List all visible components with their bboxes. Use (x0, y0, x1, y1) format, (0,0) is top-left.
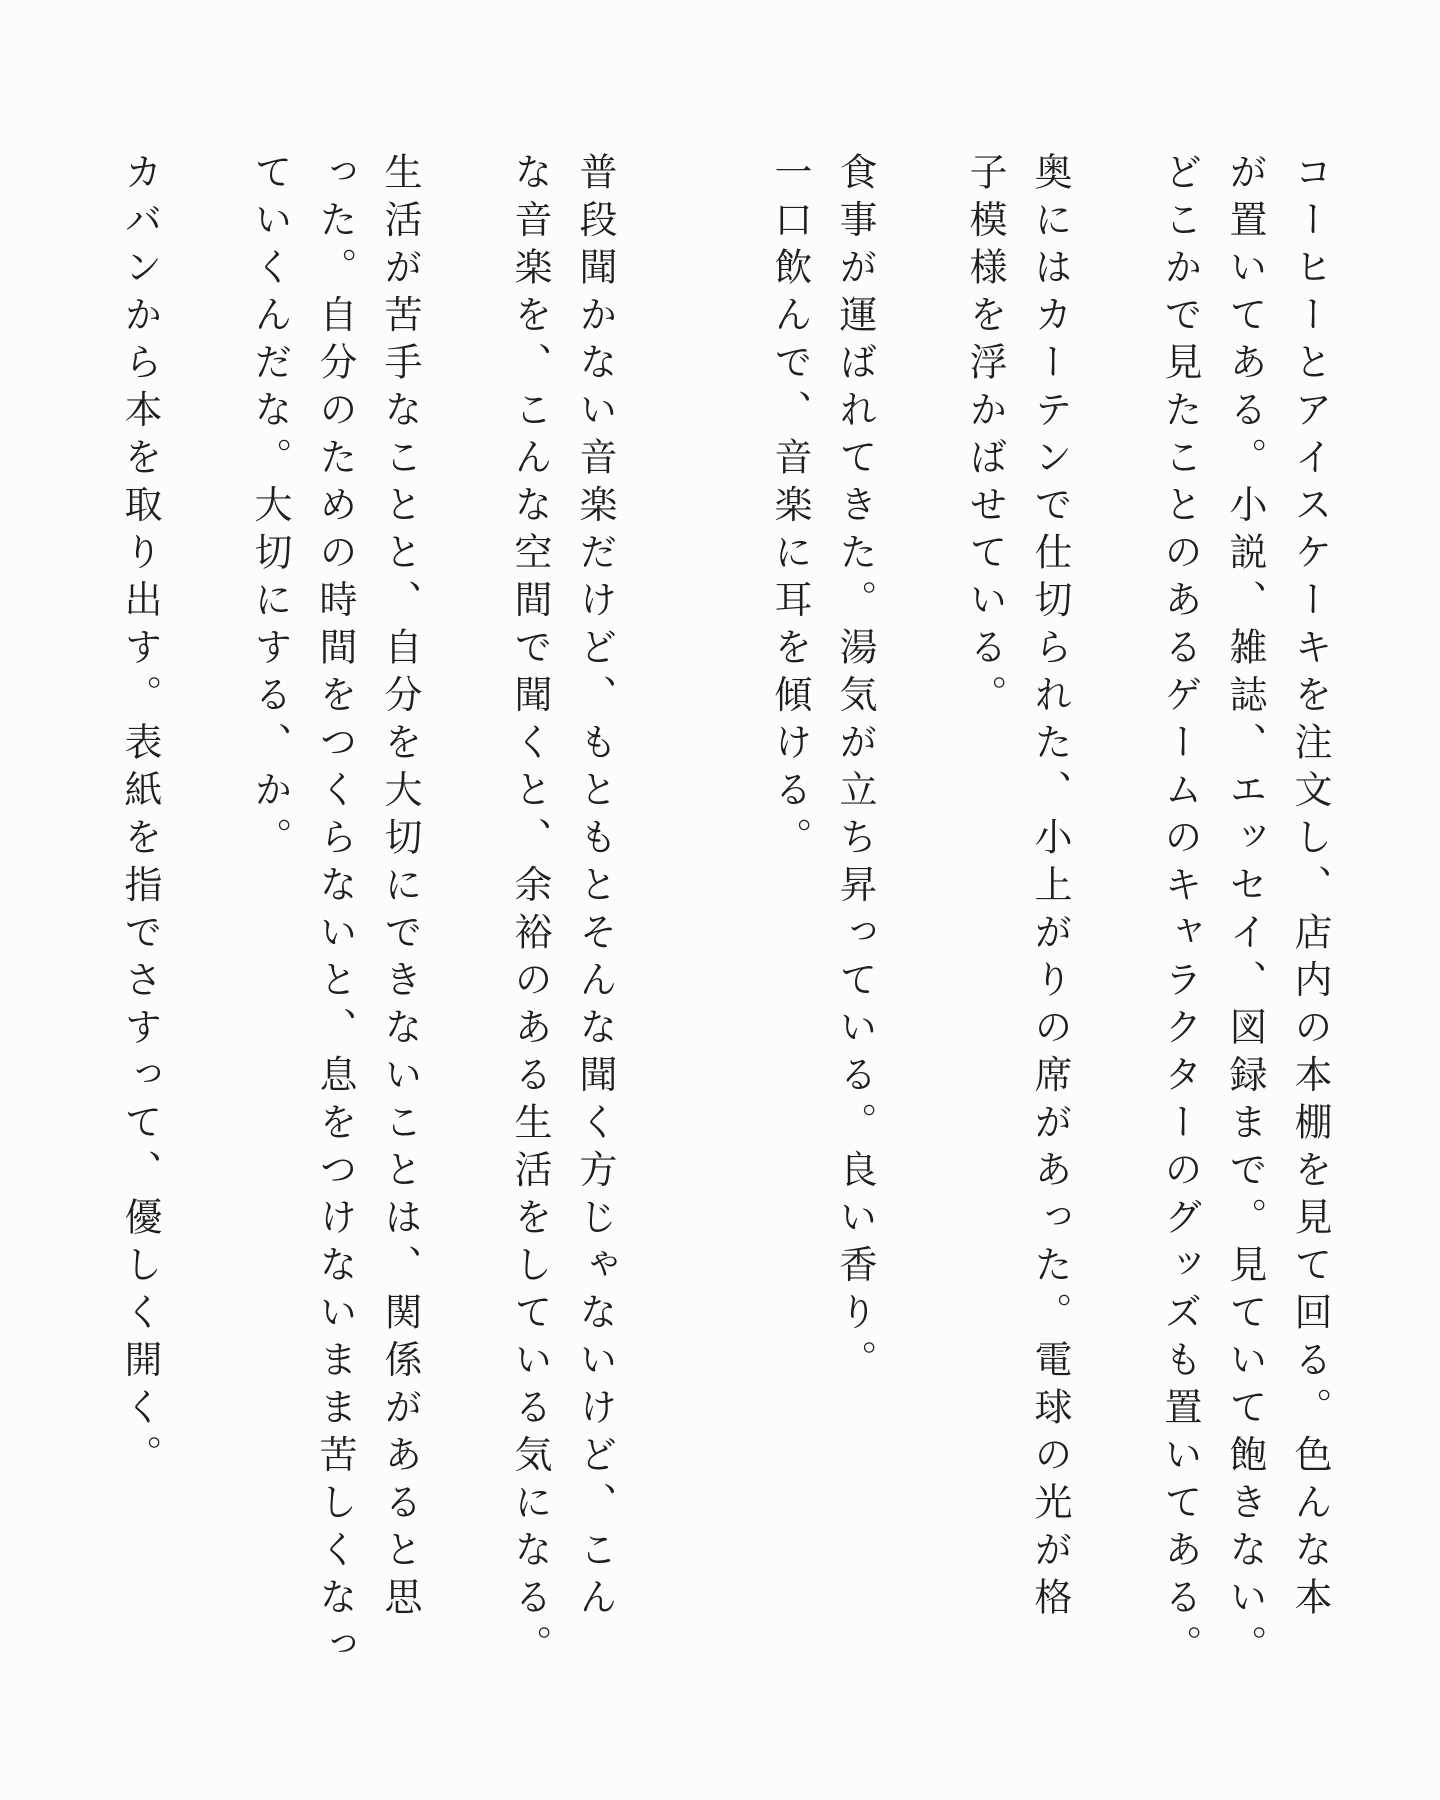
text-column: 食事が運ばれてきた。湯気が立ち昇っている。良い香り。 (833, 152, 877, 1387)
text-column: 子模様を浮かばせている。 (963, 152, 1007, 722)
text-column: った。自分のための時間をつくらないと、息をつけないまま苦しくなっ (313, 152, 357, 1672)
text-column: ていくんだな。大切にする、か。 (248, 152, 292, 865)
text-column: 普段聞かない音楽だけど、もともとそんな聞く方じゃないけど、こん (573, 152, 617, 1625)
text-column: な音楽を、こんな空間で聞くと、余裕のある生活をしている気になる。 (508, 152, 552, 1672)
text-column: どこかで見たことのあるゲームのキャラクターのグッズも置いてある。 (1158, 152, 1202, 1672)
text-column: が置いてある。小説、雑誌、エッセイ、図録まで。見ていて飽きない。 (1223, 152, 1267, 1672)
text-column: 奥にはカーテンで仕切られた、小上がりの席があった。電球の光が格 (1028, 152, 1072, 1625)
text-column: カバンから本を取り出す。表紙を指でさすって、優しく開く。 (118, 152, 162, 1482)
text-column: 一口飲んで、音楽に耳を傾ける。 (768, 152, 812, 865)
text-column: コーヒーとアイスケーキを注文し、店内の本棚を見て回る。色んな本 (1288, 152, 1332, 1625)
text-column: 生活が苦手なことと、自分を大切にできないことは、関係があると思 (378, 152, 422, 1625)
